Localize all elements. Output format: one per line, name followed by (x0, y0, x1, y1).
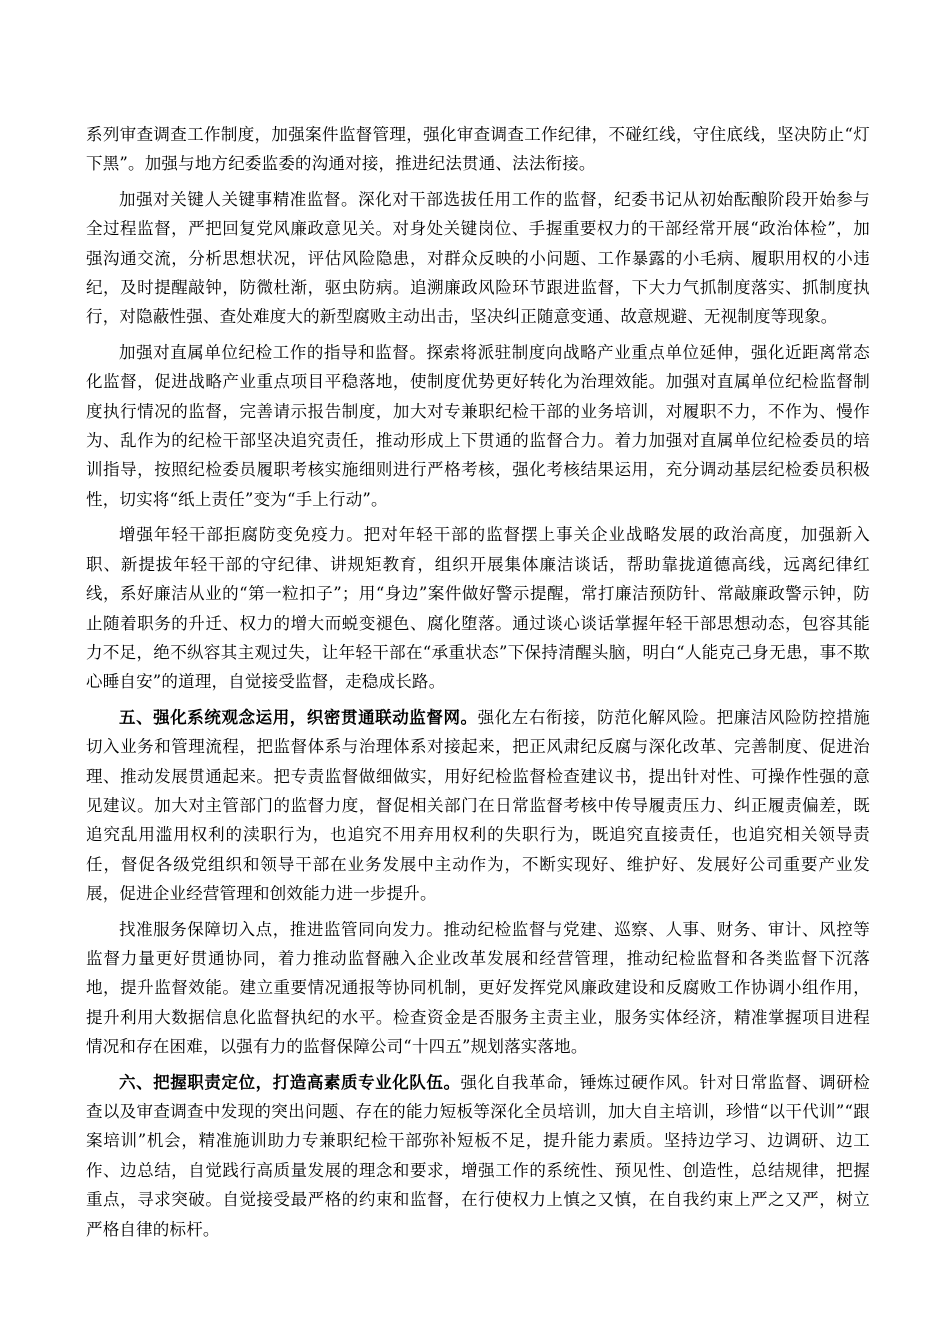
paragraph-text: 加强对直属单位纪检工作的指导和监督。探索将派驻制度向战略产业重点单位延伸，强化近距离常态化监督，促进战略产业重点项目平稳落地，使制度优势更好转化为治理效能。加强对直属单位纪检监督制度执行情况的监督，完善请示报告制度，加大对专兼职纪检干部的业务培训，对履职不力，不作为、慢作为、乱作为的纪检干部坚决追究责任，推动形成上下贯通的监督合力。着力加强对直属单位纪检委员的培训指导，按照纪检委员履职考核实施细则进行严格考核，强化考核结果运用，充分调动基层纪检委员积极性，切实将“纸上责任”变为“手上行动”。 (86, 342, 870, 509)
paragraph-text: 强化自我革命，锤炼过硬作风。针对日常监督、调研检查以及审查调查中发现的突出问题、存在的能力短板等深化全员培训，加大自主培训，珍惜“以干代训”“跟案培训”机会，精准施训助力专兼职纪检干部弥补短板不足，提升能力素质。坚持边学习、边调研、边工作、边总结，自觉践行高质量发展的理念和要求，增强工作的系统性、预见性、创造性，总结规律，把握重点，寻求突破。自觉接受最严格的约束和监督，在行使权力上慎之又慎，在自我约束上严之又严，树立严格自律的标杆。 (86, 1072, 870, 1239)
section-heading-five: 五、强化系统观念运用，织密贯通联动监督网。 (119, 707, 478, 727)
paragraph-text: 系列审查调查工作制度，加强案件监督管理，强化审查调查工作纪律，不碰红线，守住底线，坚决防止“灯下黑”。加强与地方纪委监委的沟通对接，推进纪法贯通、法法衔接。 (86, 125, 870, 174)
paragraph-text: 找准服务保障切入点，推进监管同向发力。推动纪检监督与党建、巡察、人事、财务、审计、风控等监督力量更好贯通协同，着力推动监督融入企业改革发展和经营管理，推动纪检监督和各类监督下沉落地，提升监督效能。建立重要情况通报等协同机制，更好发挥党风廉政建设和反腐败工作协调小组作用，提升利用大数据信息化监督执纪的水平。检查资金是否服务主责主业，服务实体经济，精准掌握项目进程情况和存在困难，以强有力的监督保障公司“十四五”规划落实落地。 (86, 919, 870, 1057)
paragraph-4 (86, 520, 870, 696)
paragraph-3 (86, 338, 870, 514)
paragraph-7 (86, 1068, 870, 1244)
paragraph-text: 强化左右衔接，防范化解风险。把廉洁风险防控措施切入业务和管理流程，把监督体系与治理体系对接起来，把正风肃纪反腐与深化改革、完善制度、促进治理、推动发展贯通起来。把专责监督做细做实，用好纪检监督检查建议书，提出针对性、可操作性强的意见建议。加大对主管部门的监督力度，督促相关部门在日常监督考核中传导履责压力、纠正履责偏差，既追究乱用滥用权利的渎职行为，也追究不用弃用权利的失职行为，既追究直接责任，也追究相关领导责任，督促各级党组织和领导干部在业务发展中主动作为，不断实现好、维护好、发展好公司重要产业发展，促进企业经营管理和创效能力进一步提升。 (86, 707, 870, 904)
paragraph-text: 增强年轻干部拒腐防变免疫力。把对年轻干部的监督摆上事关企业战略发展的政治高度，加强新入职、新提拔年轻干部的守纪律、讲规矩教育，组织开展集体廉洁谈话，帮助靠拢道德高线，远离纪律红线，系好廉洁从业的“第一粒扣子”；用“身边”案件做好警示提醒，常打廉洁预防针、常敲廉政警示钟，防止随着职务的升迁、权力的增大而蜕变褪色、腐化堕落。通过谈心谈话掌握年轻干部思想动态，包容其能力不足，绝不纵容其主观过失，让年轻干部在“承重状态”下保持清醒头脑，明白“人能克己身无患，事不欺心睡自安”的道理，自觉接受监督，走稳成长路。 (86, 525, 870, 692)
paragraph-5 (86, 703, 870, 909)
paragraph-1 (86, 120, 870, 179)
paragraph-text: 加强对关键人关键事精准监督。深化对干部选拔任用工作的监督，纪委书记从初始酝酿阶段开始参与全过程监督，严把回复党风廉政意见关。对身处关键岗位、手握重要权力的干部经常开展“政治体检”，加强沟通交流，分析思想状况，评估风险隐患，对群众反映的小问题、工作暴露的小毛病、履职用权的小违纪，及时提醒敲钟，防微杜渐，驱虫防病。追溯廉政风险环节跟进监督，下大力气抓制度落实、抓制度执行，对隐蔽性强、查处难度大的新型腐败主动出击，坚决纠正随意变通、故意规避、无视制度等现象。 (86, 189, 870, 327)
paragraph-6 (86, 915, 870, 1062)
section-heading-six: 六、把握职责定位，打造高素质专业化队伍。 (119, 1072, 461, 1092)
paragraph-2 (86, 185, 870, 332)
